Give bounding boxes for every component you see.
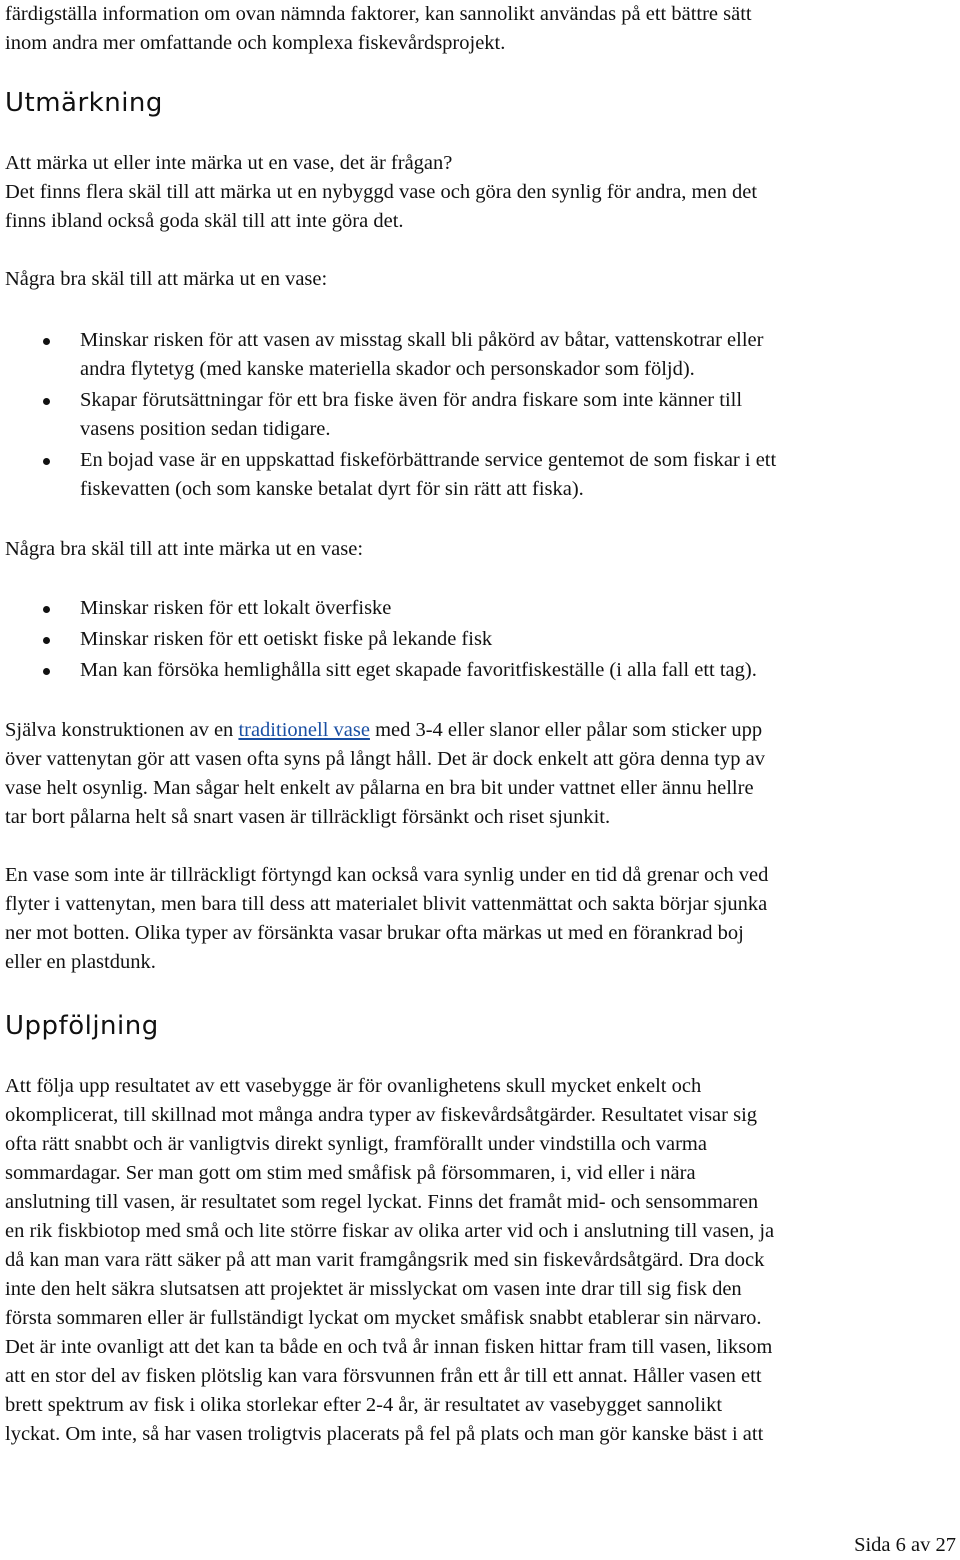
list-item-text: Man kan försöka hemlighålla sitt eget skapade favoritfiskeställe (i alla fall ett tag). <box>80 659 757 681</box>
paragraph-line: En vase som inte är tillräckligt förtyngd kan också vara synlig under en tid då grenar och ved <box>5 864 769 886</box>
paragraph-line: inte den helt säkra slutsatsen att projektet är misslyckat om vasen inte drar till sig fisk den <box>5 1278 742 1300</box>
reasons-for-list <box>5 326 955 504</box>
bullet-icon <box>43 398 50 405</box>
paragraph-text: Själva konstruktionen av en <box>5 719 239 741</box>
paragraph-line <box>5 716 955 745</box>
paragraph-line: flyter i vattenytan, men bara till dess att materialet blivit vattenmättat och sakta börjar sjunka <box>5 893 768 915</box>
list-item-text: En bojad vase är en uppskattad fiskeförbättrande service gentemot de som fiskar i ett <box>80 449 777 471</box>
sinking-paragraph <box>5 861 955 977</box>
list-item-text: andra flytetyg (med kanske materiella skador och personskador som följd). <box>80 358 695 380</box>
bullet-icon <box>43 458 50 465</box>
page-number: Sida 6 av 27 <box>854 1534 956 1556</box>
paragraph-line: eller en plastdunk. <box>5 951 156 973</box>
paragraph-line: en rik fiskbiotop med små och lite större fiskar av olika arter vid och i anslutning till vasen, ja <box>5 1220 775 1242</box>
paragraph-line: sommardagar. Ser man gott om stim med småfisk på försommaren, i, vid eller i nära <box>5 1162 696 1184</box>
paragraph-line: brett spektrum av fisk i olika storlekar efter 2-4 år, är resultatet av vasebygget sannolikt <box>5 1394 723 1416</box>
paragraph-line: lyckat. Om inte, så har vasen troligtvis placerats på fel på plats och man gör kanske bäst i att <box>5 1423 764 1445</box>
question-text: Att märka ut eller inte märka ut en vase, det är frågan? <box>5 152 453 174</box>
paragraph-line: över vattenytan gör att vasen ofta syns på långt håll. Det är dock enkelt att göra denna typ av <box>5 748 765 770</box>
reasons-against-label: Några bra skäl till att inte märka ut en vase: <box>5 538 364 560</box>
paragraph-line: Det är inte ovanligt att det kan ta både en och två år innan fisken hittar fram till vasen, liksom <box>5 1336 773 1358</box>
paragraph-line: finns ibland också goda skäl till att inte göra det. <box>5 210 404 232</box>
uppfoljning-paragraph <box>5 1072 955 1449</box>
paragraph-line: ofta rätt snabbt och är vanligtvis direkt synligt, framförallt under vindstilla och varma <box>5 1133 707 1155</box>
list-item-text: Skapar förutsättningar för ett bra fiske även för andra fiskare som inte känner till <box>80 389 743 411</box>
bullet-icon <box>43 637 50 644</box>
bullet-icon <box>43 338 50 345</box>
intro-line: färdigställa information om ovan nämnda faktorer, kan sannolikt användas på ett bättre sätt <box>5 3 752 25</box>
section-heading-utmarkning: Utmärkning <box>5 88 163 118</box>
paragraph-line: första sommaren eller är fullständigt lyckat om mycket småfisk snabbt etablerar sin närvaro. <box>5 1307 762 1329</box>
list-item <box>5 446 955 504</box>
paragraph-line: tar bort pålarna helt så snart vasen är tillräckligt försänkt och riset sjunkit. <box>5 806 611 828</box>
paragraph-line: Att följa upp resultatet av ett vasebygge är för ovanlighetens skull mycket enkelt och <box>5 1075 702 1097</box>
paragraph-line: Det finns flera skäl till att märka ut en nybyggd vase och göra den synlig för andra, men det <box>5 181 758 203</box>
paragraph-line: att en stor del av fisken plötslig kan vara försvunnen från ett år till ett annat. Håller vasen ett <box>5 1365 762 1387</box>
list-item <box>5 594 955 623</box>
intro-line: inom andra mer omfattande och komplexa fiskevårdsprojekt. <box>5 32 506 54</box>
list-item <box>5 656 955 685</box>
paragraph-line: då kan man vara rätt säker på att man varit framgångsrik med sin fiskevårdsåtgärd. Dra dock <box>5 1249 765 1271</box>
list-item-text: fiskevatten (och som kanske betalat dyrt för sin rätt att fiska). <box>80 478 584 500</box>
section-heading-uppfoljning: Uppföljning <box>5 1011 159 1041</box>
list-item-text: Minskar risken för ett oetiskt fiske på lekande fisk <box>80 628 493 650</box>
paragraph-line: vase helt osynlig. Man sågar helt enkelt av pålarna en bra bit under vattnet eller ännu hellre <box>5 777 754 799</box>
bullet-icon <box>43 606 50 613</box>
paragraph-line: anslutning till vasen, är resultatet som regel lyckat. Finns det framåt mid- och sensommaren <box>5 1191 759 1213</box>
list-item <box>5 386 955 444</box>
paragraph-line: okomplicerat, till skillnad mot många andra typer av fiskevårdsåtgärder. Resultatet visar sig <box>5 1104 758 1126</box>
bullet-icon <box>43 668 50 675</box>
reasons-for-label: Några bra skäl till att märka ut en vase: <box>5 268 328 290</box>
traditionell-vase-link[interactable]: traditionell vase <box>238 719 370 741</box>
construction-paragraph <box>5 716 955 832</box>
reasons-against-list <box>5 594 955 685</box>
list-item-text: vasens position sedan tidigare. <box>80 418 331 440</box>
list-item <box>5 326 955 384</box>
list-item-text: Minskar risken för ett lokalt överfiske <box>80 597 392 619</box>
paragraph-line: ner mot botten. Olika typer av försänkta vasar brukar ofta märkas ut med en förankrad boj <box>5 922 744 944</box>
list-item <box>5 625 955 654</box>
paragraph-text: med 3-4 eller slanor eller pålar som sticker upp <box>369 719 763 741</box>
list-item-text: Minskar risken för att vasen av misstag skall bli påkörd av båtar, vattenskotrar eller <box>80 329 764 351</box>
